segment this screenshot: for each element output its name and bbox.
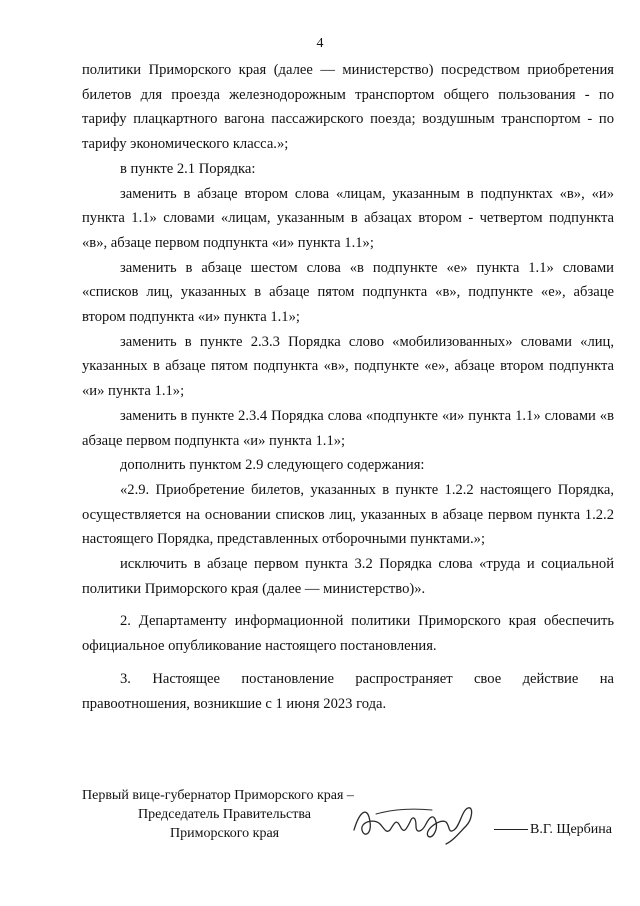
signatory-title-line-2: Председатель Правительства xyxy=(138,807,311,822)
paragraph-item-2-1: в пункте 2.1 Порядка: xyxy=(120,160,256,177)
handwritten-signature xyxy=(350,800,485,846)
paragraph-amend-2-3-3: заменить в пункте 2.3.3 Порядка слово «мобилизованных» словами «лиц, указанных в абзаце пятом подпункта «в», подпункте «е», абзаце втором подпункта «и» пункта 1.1»; xyxy=(82,333,614,400)
paragraph-amend-abzac-2: заменить в абзаце втором слова «лицам, указанным в подпунктах «в», «и» пункта 1.1» словами «лицам, указанным в абзацах втором - четвертом подпункта «в», абзаце первом подпункта «и» пункта 1.1»; xyxy=(82,185,614,251)
document-body xyxy=(82,58,614,716)
paragraph-amend-2-3-4: заменить в пункте 2.3.4 Порядка слова «подпункте «и» пункта 1.1» словами «в абзаце первом подпункта «и» пункта 1.1»; xyxy=(82,407,614,449)
paragraph-amend-abzac-6: заменить в абзаце шестом слова «в подпункте «е» пункта 1.1» словами «списков лиц, указанных в абзаце пятом подпункта «в», подпункте «е», абзаце втором подпункта «и» пункта 1.1»; xyxy=(82,259,614,326)
paragraph-quote-2-9: «2.9. Приобретение билетов, указанных в пункте 1.2.2 настоящего Порядка, осуществляется на основании списков лиц, указанных в абзаце первом пункта 1.2.2 настоящего Порядка, представленных отборочными пунктами.»; xyxy=(82,481,614,548)
paragraph-point-2: 2. Департаменту информационной политики Приморского края обеспечить официальное опубликование настоящего постановления. xyxy=(82,613,614,655)
signatory-title-line-1: Первый вице-губернатор Приморского края – xyxy=(82,788,354,803)
paragraph-exclude-3-2: исключить в абзаце первом пункта 3.2 Порядка слова «труда и социальной политики Приморского края (далее — министерство)». xyxy=(82,556,614,597)
signer-name xyxy=(494,822,612,838)
signature-dash xyxy=(494,829,528,830)
signatory-title-line-3: Приморского края xyxy=(170,826,280,841)
signer-name-text: В.Г. Щербина xyxy=(529,822,612,837)
paragraph-add-2-9: дополнить пунктом 2.9 следующего содержания: xyxy=(120,457,425,474)
paragraph-continuation: политики Приморского края (далее — министерство) посредством приобретения билетов для проезда железнодорожным транспортом общего пользования - по тарифу плацкартного вагона пассажирского поезда; воздушным транспортом - по тарифу экономического класса.»; xyxy=(82,62,614,153)
page-number: 4 xyxy=(316,36,324,51)
paragraph-point-3: 3. Настоящее постановление распространяет свое действие на правоотношения, возникшие с 1 июня 2023 года. xyxy=(82,670,614,712)
